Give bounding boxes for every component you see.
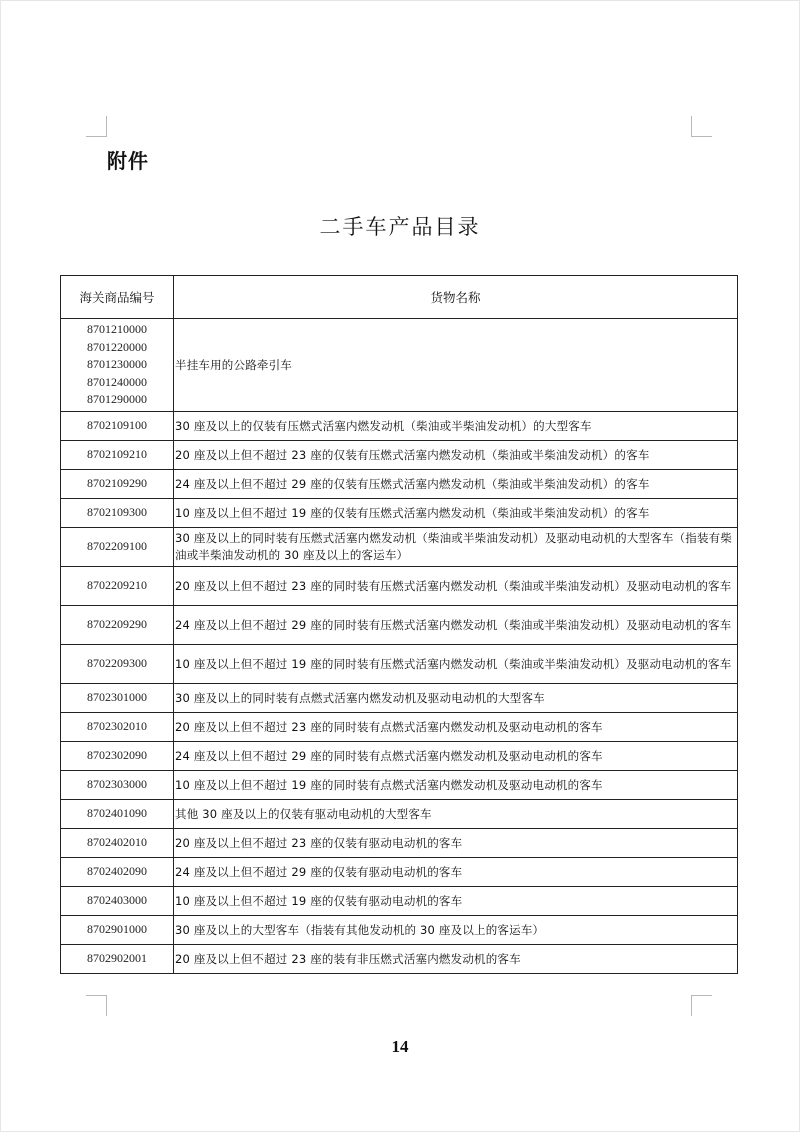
customs-code-cell [61, 887, 174, 916]
customs-code-cell [61, 916, 174, 945]
customs-code-cell [61, 829, 174, 858]
goods-name-cell: 半挂车用的公路牵引车 [174, 319, 738, 412]
goods-name-cell: 30 座及以上的大型客车（指装有其他发动机的 30 座及以上的客运车） [174, 916, 738, 945]
table-row [61, 319, 738, 412]
customs-code-cell [61, 441, 174, 470]
customs-code-cell [61, 470, 174, 499]
customs-code: 8701230000 [87, 357, 147, 372]
table-row [61, 829, 738, 858]
table-row [61, 470, 738, 499]
customs-code-cell [61, 645, 174, 684]
goods-name-cell: 30 座及以上的同时装有点燃式活塞内燃发动机及驱动电动机的大型客车 [174, 684, 738, 713]
goods-name-cell: 20 座及以上但不超过 23 座的装有非压燃式活塞内燃发动机的客车 [174, 945, 738, 974]
customs-code: 8702209300 [87, 656, 147, 671]
table-row [61, 742, 738, 771]
customs-code-cell [61, 771, 174, 800]
table-row [61, 441, 738, 470]
goods-name-cell: 24 座及以上但不超过 29 座的仅装有压燃式活塞内燃发动机（柴油或半柴油发动机）的客车 [174, 470, 738, 499]
table-row [61, 800, 738, 829]
goods-name-cell: 10 座及以上但不超过 19 座的仅装有驱动电动机的客车 [174, 887, 738, 916]
customs-code: 8702401090 [87, 806, 147, 821]
table-row [61, 567, 738, 606]
table-row [61, 771, 738, 800]
customs-code-cell [61, 499, 174, 528]
goods-name-cell: 10 座及以上但不超过 19 座的仅装有压燃式活塞内燃发动机（柴油或半柴油发动机）的客车 [174, 499, 738, 528]
table-body [61, 319, 738, 974]
customs-code-cell [61, 567, 174, 606]
table-row [61, 858, 738, 887]
customs-code-cell [61, 742, 174, 771]
customs-code: 8702109290 [87, 476, 147, 491]
crop-mark-bottom-right [691, 995, 712, 1016]
customs-code-cell [61, 319, 174, 412]
table-row [61, 945, 738, 974]
table-row [61, 499, 738, 528]
customs-code-cell [61, 528, 174, 567]
customs-code: 8702209100 [87, 539, 147, 554]
column-header-goods-name: 货物名称 [174, 276, 738, 319]
customs-code: 8701290000 [87, 392, 147, 407]
customs-code: 8702109100 [87, 418, 147, 433]
customs-code: 8702302090 [87, 748, 147, 763]
product-catalog-table [60, 275, 738, 974]
goods-name-cell: 24 座及以上但不超过 29 座的同时装有压燃式活塞内燃发动机（柴油或半柴油发动机）及驱动电动机的客车 [174, 606, 738, 645]
table-row [61, 887, 738, 916]
customs-code-cell [61, 858, 174, 887]
page-number: 14 [391, 1037, 409, 1056]
table-header-row [61, 276, 738, 319]
crop-mark-bottom-left [86, 995, 107, 1016]
customs-code: 8701240000 [87, 374, 147, 389]
goods-name-cell: 20 座及以上但不超过 23 座的同时装有压燃式活塞内燃发动机（柴油或半柴油发动机）及驱动电动机的客车 [174, 567, 738, 606]
customs-code: 8702302010 [87, 719, 147, 734]
table-row [61, 412, 738, 441]
customs-code: 8702901000 [87, 922, 147, 937]
table-row [61, 528, 738, 567]
customs-code-cell [61, 945, 174, 974]
goods-name-cell: 20 座及以上但不超过 23 座的仅装有驱动电动机的客车 [174, 829, 738, 858]
customs-code: 8701220000 [87, 339, 147, 354]
customs-code-cell [61, 606, 174, 645]
customs-code: 8702403000 [87, 893, 147, 908]
table-row [61, 645, 738, 684]
customs-code: 8702301000 [87, 690, 147, 705]
page-title: 二手车产品目录 [319, 215, 481, 239]
table-row [61, 606, 738, 645]
goods-name-cell: 30 座及以上的同时装有压燃式活塞内燃发动机（柴油或半柴油发动机）及驱动电动机的大型客车（指装有柴油或半柴油发动机的 30 座及以上的客运车） [174, 528, 738, 567]
column-header-customs-code: 海关商品编号 [61, 276, 174, 319]
customs-code-cell [61, 684, 174, 713]
customs-code: 8702402010 [87, 835, 147, 850]
crop-mark-top-right [691, 116, 712, 137]
customs-code: 8701210000 [87, 322, 147, 337]
goods-name-cell: 30 座及以上的仅装有压燃式活塞内燃发动机（柴油或半柴油发动机）的大型客车 [174, 412, 738, 441]
customs-code-cell [61, 412, 174, 441]
customs-code: 8702902001 [87, 951, 147, 966]
customs-code-cell [61, 713, 174, 742]
table-row [61, 713, 738, 742]
goods-name-cell: 20 座及以上但不超过 23 座的同时装有点燃式活塞内燃发动机及驱动电动机的客车 [174, 713, 738, 742]
goods-name-cell: 10 座及以上但不超过 19 座的同时装有点燃式活塞内燃发动机及驱动电动机的客车 [174, 771, 738, 800]
goods-name-cell: 其他 30 座及以上的仅装有驱动电动机的大型客车 [174, 800, 738, 829]
goods-name-cell: 10 座及以上但不超过 19 座的同时装有压燃式活塞内燃发动机（柴油或半柴油发动机）及驱动电动机的客车 [174, 645, 738, 684]
customs-code: 8702303000 [87, 777, 147, 792]
goods-name-cell: 24 座及以上但不超过 29 座的仅装有驱动电动机的客车 [174, 858, 738, 887]
attachment-label: 附件 [107, 149, 149, 173]
customs-code-cell [61, 800, 174, 829]
customs-code: 8702209210 [87, 578, 147, 593]
customs-code: 8702109300 [87, 505, 147, 520]
customs-code: 8702402090 [87, 864, 147, 879]
goods-name-cell: 20 座及以上但不超过 23 座的仅装有压燃式活塞内燃发动机（柴油或半柴油发动机）的客车 [174, 441, 738, 470]
table-row [61, 684, 738, 713]
crop-mark-top-left [86, 116, 107, 137]
customs-code: 8702209290 [87, 617, 147, 632]
customs-code: 8702109210 [87, 447, 147, 462]
goods-name-cell: 24 座及以上但不超过 29 座的同时装有点燃式活塞内燃发动机及驱动电动机的客车 [174, 742, 738, 771]
table-row [61, 916, 738, 945]
